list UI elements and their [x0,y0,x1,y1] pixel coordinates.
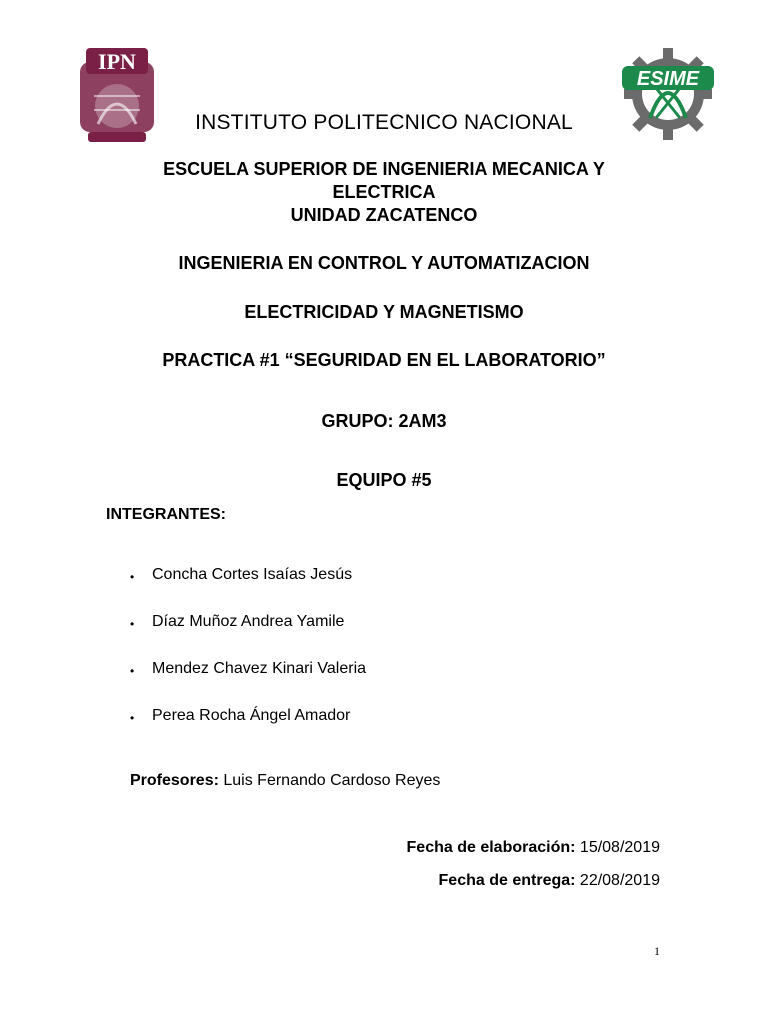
subject-title: ELECTRICIDAD Y MAGNETISMO [244,302,524,322]
practice-title: PRACTICA #1 “SEGURIDAD EN EL LABORATORIO” [162,350,606,370]
team-label: EQUIPO #5 [336,470,432,490]
member-name: Concha Cortes Isaías Jesús [152,566,353,583]
bullet-icon: • [130,664,135,678]
unit-name: UNIDAD ZACATENCO [290,205,478,225]
svg-text:IPN: IPN [98,49,136,74]
elaboration-date [407,839,660,857]
bullet-icon: • [130,617,135,631]
list-item [128,707,366,754]
member-name: Perea Rocha Ángel Amador [152,707,351,724]
members-list [128,566,366,754]
school-name [0,158,768,227]
svg-text:ESIME: ESIME [636,68,700,90]
member-name: Díaz Muñoz Andrea Yamile [152,613,345,630]
group-label: GRUPO: 2AM3 [321,411,447,431]
professors-value: Luis Fernando Cardoso Reyes [218,772,441,789]
school-name-line1: ESCUELA SUPERIOR DE INGENIERIA MECANICA Y [163,159,605,179]
career-title: INGENIERIA EN CONTROL Y AUTOMATIZACION [178,253,590,273]
list-item [128,613,366,660]
school-name-line2: ELECTRICA [332,182,436,202]
delivery-date-label: Fecha de entrega: [438,872,576,889]
page-number: 1 [654,944,660,958]
bullet-icon: • [130,711,135,725]
member-name: Mendez Chavez Kinari Valeria [152,660,367,677]
delivery-date [439,872,660,890]
bullet-icon: • [130,570,135,584]
list-item [128,660,366,707]
elaboration-date-label: Fecha de elaboración: [406,839,576,856]
professors-line [130,772,440,790]
delivery-date-value: 22/08/2019 [575,872,660,889]
members-heading: INTEGRANTES: [106,506,226,523]
elaboration-date-value: 15/08/2019 [575,839,660,856]
professors-label: Profesores: [130,772,219,789]
list-item [128,566,366,613]
institute-title: INSTITUTO POLITECNICO NACIONAL [195,111,573,134]
